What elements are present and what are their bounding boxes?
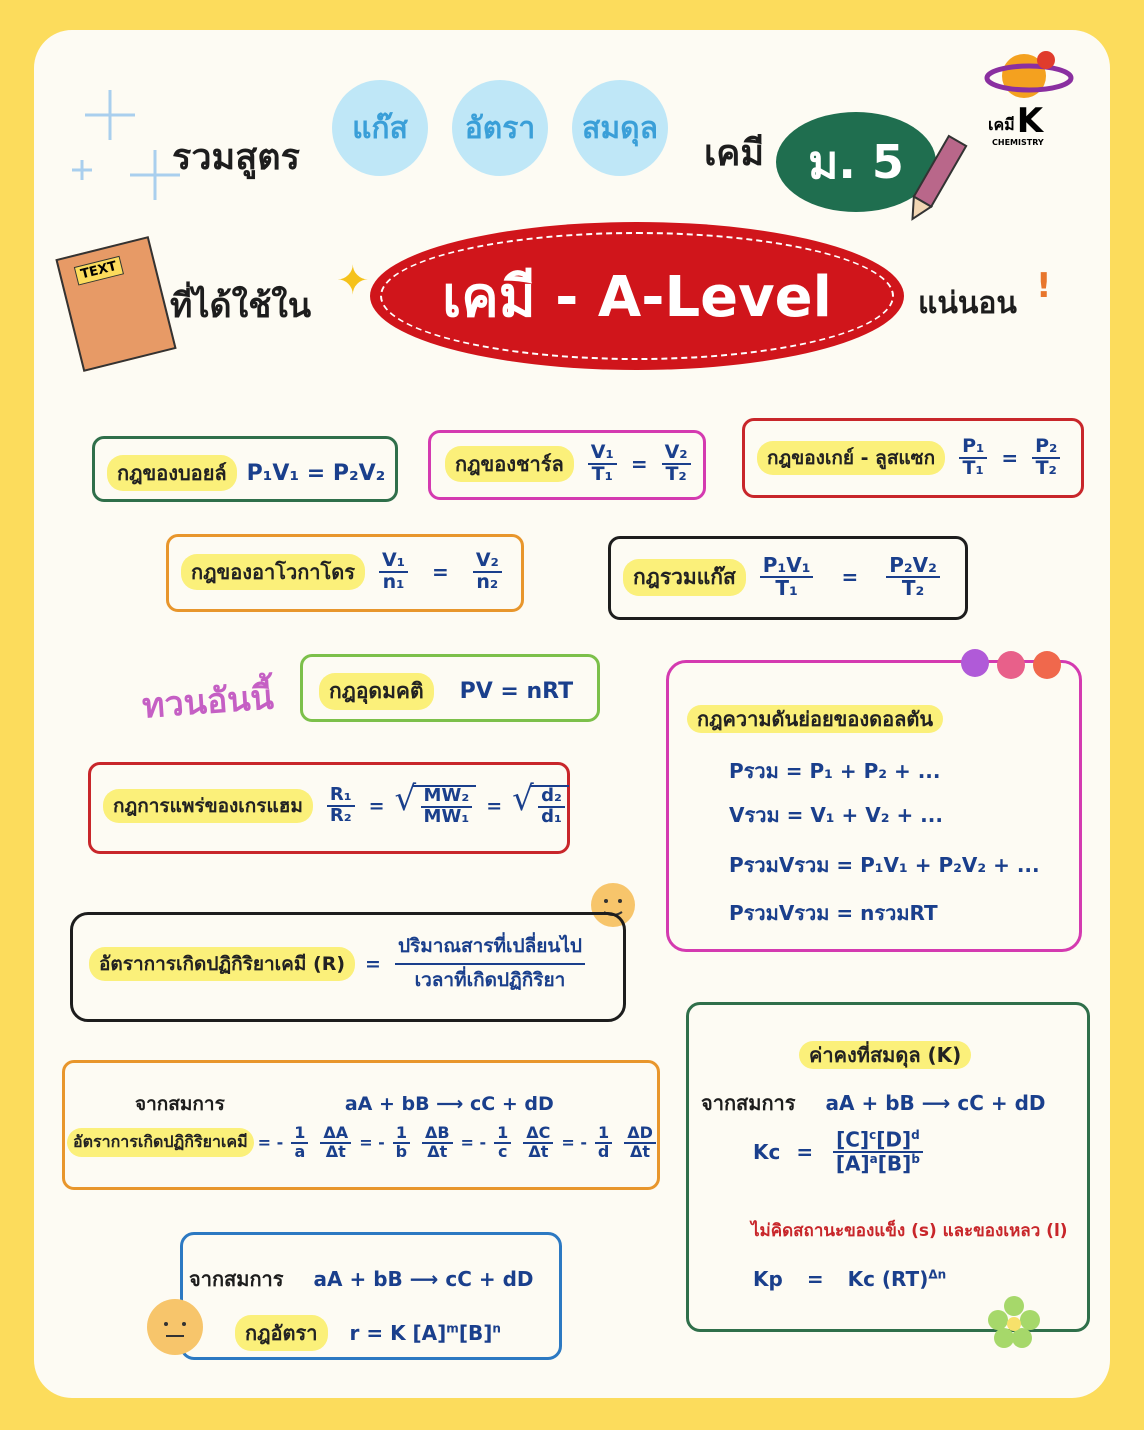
graham-n2: √ MW₂ xyxy=(421,787,473,808)
rate-law-equation: aA + bB ⟶ cC + dD xyxy=(313,1267,534,1291)
graham-n3: √ d₂ xyxy=(538,787,565,808)
graham-eq: = xyxy=(368,794,385,817)
dalton-box xyxy=(666,660,1082,952)
sparkle-star-icon: ✦ xyxy=(336,258,370,304)
term-b-cd: b xyxy=(395,1141,408,1161)
rate-def-eq: = xyxy=(365,952,381,975)
gaylussac-n2: P₂ xyxy=(1032,437,1060,459)
charles-d1: T₁ xyxy=(591,462,613,485)
rate-law-main: r = K [A] xyxy=(349,1321,447,1345)
dalton-label: กฎความดันย่อยของดอลตัน xyxy=(687,705,943,733)
gaylussac-d1: T₁ xyxy=(962,456,984,479)
avogadro-n2: V₂ xyxy=(473,551,502,573)
grade-text: ม. 5 xyxy=(808,134,904,189)
decor-circles-icon xyxy=(959,647,1079,687)
gaylussac-n1: P₁ xyxy=(959,437,987,459)
kc-exp-d: d xyxy=(911,1128,920,1142)
flower-icon xyxy=(986,1294,1042,1354)
ideal-formula: PV = nRT xyxy=(459,679,574,704)
kc-den-b: [B] xyxy=(877,1151,912,1176)
dalton-line-4: PรวมVรวม = nรวมRT xyxy=(729,901,938,925)
logo-brand: เคมี xyxy=(988,115,1015,134)
equilibrium-from: จากสมการ xyxy=(701,1091,796,1115)
charles-n1: V₁ xyxy=(588,443,617,465)
review-tag: ทวนอันนี้ xyxy=(140,677,275,727)
equilibrium-note: ไม่คิดสถานะของแข็ง (s) และของเหลว (l) xyxy=(751,1221,1068,1241)
gaylussac-d2: T₂ xyxy=(1035,456,1057,479)
boyle-formula: P₁V₁ = P₂V₂ xyxy=(246,460,386,486)
term-b-sign: = - xyxy=(359,1133,385,1153)
term-b-d: Δt xyxy=(427,1141,448,1161)
logo-sub: CHEMISTRY xyxy=(992,138,1044,147)
notebook-label: TEXT xyxy=(74,256,124,286)
kc-exp-a: a xyxy=(869,1151,878,1166)
combined-n2: P₂V₂ xyxy=(886,555,940,578)
graham-eq2: = xyxy=(486,794,503,817)
avogadro-d2: n₂ xyxy=(476,570,499,593)
kc-eq: = xyxy=(796,1139,814,1164)
equilibrium-box xyxy=(686,1002,1090,1332)
logo xyxy=(984,46,1084,146)
kp-eq: = xyxy=(806,1267,824,1291)
equilibrium-title: ค่าคงที่สมดุล (K) xyxy=(799,1041,971,1069)
graham-box xyxy=(88,762,570,854)
face-icon xyxy=(144,1296,206,1362)
kc-num-c: [C] xyxy=(836,1127,870,1152)
kc-exp-b: b xyxy=(911,1151,920,1166)
combined-box xyxy=(608,536,968,620)
logo-letter: K xyxy=(1016,101,1044,141)
rate-law-from: จากสมการ xyxy=(189,1267,284,1291)
avogadro-box xyxy=(166,534,524,612)
avogadro-eq: = xyxy=(432,559,449,584)
kc-label: Kc xyxy=(753,1139,781,1164)
rate-def-box xyxy=(70,912,626,1022)
charles-n2: V₂ xyxy=(662,443,691,465)
term-d-cn: 1 xyxy=(595,1125,612,1144)
kp-label: Kp xyxy=(753,1267,783,1291)
combined-d2: T₂ xyxy=(901,576,925,600)
rate-def-den: เวลาที่เกิดปฏิกิริยา xyxy=(414,968,566,991)
term-c-d: Δt xyxy=(528,1141,549,1161)
kp-rhs: Kc (RT) xyxy=(847,1267,929,1291)
gaylussac-box xyxy=(742,418,1084,498)
kp-exp: Δn xyxy=(928,1267,947,1282)
term-a-sign: = - xyxy=(257,1133,284,1153)
charles-box xyxy=(428,430,706,500)
rate-def-num: ปริมาณสารที่เปลี่ยนไป xyxy=(395,937,585,965)
kc-num-d: [D] xyxy=(876,1127,912,1152)
dalton-line-2: Vรวม = V₁ + V₂ + ... xyxy=(729,803,943,827)
term-b-cn: 1 xyxy=(393,1125,410,1144)
graham-label: กฎการแพร่ของเกรแฮม xyxy=(103,789,313,823)
boyle-box xyxy=(92,436,398,502)
graham-d3: d₁ xyxy=(541,805,562,827)
banner-text: เคมี - A-Level xyxy=(442,264,832,330)
graham-d1: R₂ xyxy=(329,804,352,826)
ideal-box xyxy=(300,654,600,722)
term-d-cd: d xyxy=(597,1141,610,1161)
ideal-label: กฎอุดมคติ xyxy=(319,673,434,710)
title-chem: เคมี xyxy=(704,133,765,174)
rate-stoich-box xyxy=(62,1060,660,1190)
equilibrium-equation: aA + bB ⟶ cC + dD xyxy=(825,1091,1046,1115)
rate-law-exp-m: m xyxy=(446,1321,459,1336)
banner xyxy=(370,222,904,370)
combined-d1: T₁ xyxy=(775,576,798,600)
bubble-equilibrium: สมดุล xyxy=(572,80,668,176)
term-c-cd: c xyxy=(497,1141,508,1161)
dalton-line-1: Pรวม = P₁ + P₂ + ... xyxy=(729,759,941,783)
charles-label: กฎของชาร์ล xyxy=(445,446,574,482)
bubble-rate: อัตรา xyxy=(452,80,548,176)
term-a-n: ΔA xyxy=(320,1125,351,1144)
kc-den-a: [A] xyxy=(835,1151,870,1176)
bubble-gas: แก๊ส xyxy=(332,80,428,176)
planet-icon xyxy=(984,46,1084,106)
avogadro-label: กฎของอาโวกาโดร xyxy=(181,554,365,590)
charles-eq: = xyxy=(630,451,648,476)
term-d-sign: = - xyxy=(561,1133,588,1153)
exclamation-icon: ! xyxy=(1036,266,1052,306)
avogadro-d1: n₁ xyxy=(382,570,405,593)
term-c-cn: 1 xyxy=(494,1125,511,1144)
gaylussac-label: กฎของเกย์ - ลูสแซก xyxy=(757,441,945,475)
sparkle-icon xyxy=(70,80,180,214)
rate-stoich-from: จากสมการ xyxy=(135,1093,225,1115)
title-line2-prefix: ที่ได้ใช้ใน xyxy=(170,286,312,326)
rate-law-box xyxy=(180,1232,562,1360)
charles-d2: T₂ xyxy=(665,462,687,485)
rate-def-label: อัตราการเกิดปฏิกิริยาเคมี (R) xyxy=(89,947,355,981)
boyle-label: กฎของบอยล์ xyxy=(107,455,237,491)
rate-law-mid: [B] xyxy=(458,1321,493,1345)
term-a-d: Δt xyxy=(325,1141,346,1161)
rate-law-label: กฎอัตรา xyxy=(235,1315,328,1351)
gaylussac-eq: = xyxy=(1001,445,1019,470)
kc-exp-c: c xyxy=(869,1128,877,1142)
term-a-cn: 1 xyxy=(291,1125,308,1144)
term-a-cd: a xyxy=(294,1141,306,1161)
combined-eq: = xyxy=(841,565,859,589)
term-d-d: Δt xyxy=(630,1141,651,1161)
term-c-n: ΔC xyxy=(523,1125,553,1144)
rate-stoich-label: อัตราการเกิดปฏิกิริยาเคมี xyxy=(67,1128,254,1157)
title-prefix: รวมสูตร xyxy=(172,137,300,178)
rate-stoich-equation: aA + bB ⟶ cC + dD xyxy=(344,1093,554,1115)
pencil-icon xyxy=(900,130,970,234)
combined-n1: P₁V₁ xyxy=(760,555,814,578)
graham-d2: MW₁ xyxy=(423,805,470,827)
term-c-sign: = - xyxy=(460,1133,487,1153)
graham-n1: R₁ xyxy=(327,786,355,807)
rate-law-exp-n: n xyxy=(492,1321,501,1336)
dalton-line-3: PรวมVรวม = P₁V₁ + P₂V₂ + ... xyxy=(729,853,1040,877)
term-d-n: ΔD xyxy=(624,1125,656,1144)
combined-label: กฎรวมแก๊ส xyxy=(623,559,746,596)
avogadro-n1: V₁ xyxy=(379,551,408,573)
term-b-n: ΔB xyxy=(422,1125,453,1144)
title-line2-suffix: แน่นอน xyxy=(918,286,1017,321)
